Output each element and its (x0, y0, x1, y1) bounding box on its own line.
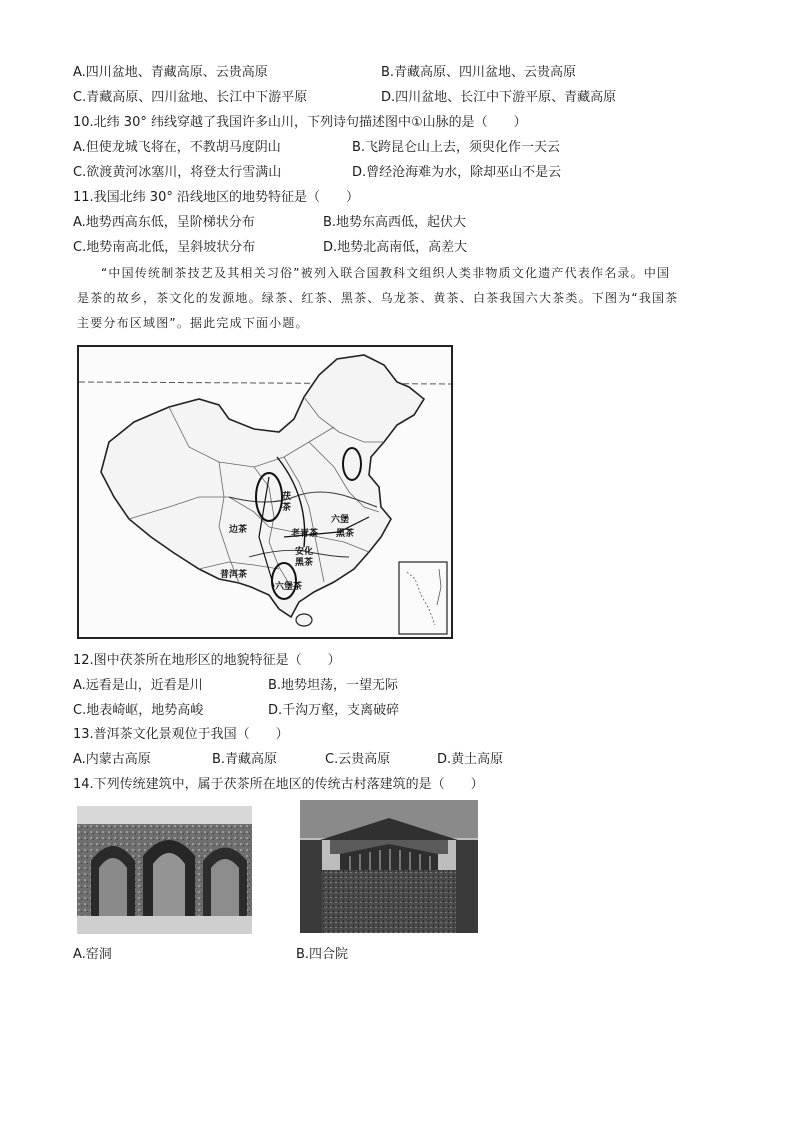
q11-option-d: D.地势北高南低，高差大 (323, 240, 468, 255)
q9-option-d: D.四川盆地、长江中下游平原、青藏高原 (381, 90, 617, 105)
q13-option-b: B.青藏高原 (212, 752, 278, 767)
q10-option-d: D.曾经沧海难为水，除却巫山不是云 (352, 165, 562, 180)
q12-stem: 12.图中茯茶所在地形区的地貌特征是（ ） (73, 653, 341, 668)
map-label-anhua-1: 安化 (295, 547, 314, 557)
intro-line-1: “中国传统制茶技艺及其相关习俗”被列入联合国教科文组织人类非物质文化遗产代表作名录。中国 (101, 266, 671, 280)
q10-option-c: C.欲渡黄河冰塞川，将登太行雪满山 (73, 165, 282, 180)
q11-option-c: C.地势南高北低，呈斜坡状分布 (73, 240, 256, 255)
siheyuan-photo (300, 800, 478, 933)
q10-stem: 10.北纬 30° 纬线穿越了我国许多山川，下列诗句描述图中①山脉的是（ ） (73, 115, 527, 130)
q12-option-d: D.千沟万壑，支离破碎 (268, 703, 400, 718)
q11-stem: 11.我国北纬 30° 沿线地区的地势特征是（ ） (73, 190, 359, 205)
q13-stem: 13.普洱茶文化景观位于我国（ ） (73, 727, 289, 742)
q14-option-b: B.四合院 (296, 947, 349, 962)
q11-option-a: A.地势西高东低，呈阶梯状分布 (73, 215, 255, 230)
china-map-outline (79, 347, 451, 637)
q14-stem: 14.下列传统建筑中，属于茯茶所在地区的传统古村落建筑的是（ ） (73, 777, 484, 792)
q11-option-b: B.地势东高西低，起伏大 (323, 215, 467, 230)
q10-option-a: A.但使龙城飞将在，不教胡马度阴山 (73, 140, 281, 155)
q12-option-a: A.远看是山，近看是川 (73, 678, 203, 693)
q9-option-c: C.青藏高原、四川盆地、长江中下游平原 (73, 90, 308, 105)
map-label-bian-tea: 边茶 (229, 525, 248, 535)
q13-option-a: A.内蒙古高原 (73, 752, 151, 767)
q14-option-a: A.窑洞 (73, 947, 112, 962)
q12-option-c: C.地表崎岖，地势高峻 (73, 703, 204, 718)
q13-option-d: D.黄土高原 (437, 752, 504, 767)
map-label-laoqing-tea: 老青茶 (291, 529, 319, 539)
cave-dwelling-photo (77, 806, 252, 934)
map-label-liubao-1: 六堡 (331, 515, 350, 525)
q13-option-c: C.云贵高原 (325, 752, 391, 767)
map-label-anhua-2: 黑茶 (295, 558, 314, 568)
map-label-liubao-2: 黑茶 (336, 529, 355, 539)
intro-line-2: 是茶的故乡，茶文化的发源地。绿茶、红茶、黑茶、乌龙茶、黄茶、白茶我国六大茶类。下图为“我国茶 (77, 291, 679, 305)
map-label-liubao-small: 六堡茶 (275, 582, 303, 592)
map-label-puer-tea: 普洱茶 (220, 570, 248, 580)
tea-distribution-map (77, 345, 453, 639)
q12-option-b: B.地势坦荡，一望无际 (268, 678, 399, 693)
map-label-fu-2: 茶 (282, 503, 292, 513)
map-label-fu-1: 茯 (282, 492, 292, 502)
q10-option-b: B.飞跨昆仑山上去，须臾化作一天云 (352, 140, 561, 155)
intro-line-3: 主要分布区域图”。据此完成下面小题。 (77, 316, 309, 330)
q9-option-a: A.四川盆地、青藏高原、云贵高原 (73, 65, 268, 80)
q9-option-b: B.青藏高原、四川盆地、云贵高原 (381, 65, 577, 80)
